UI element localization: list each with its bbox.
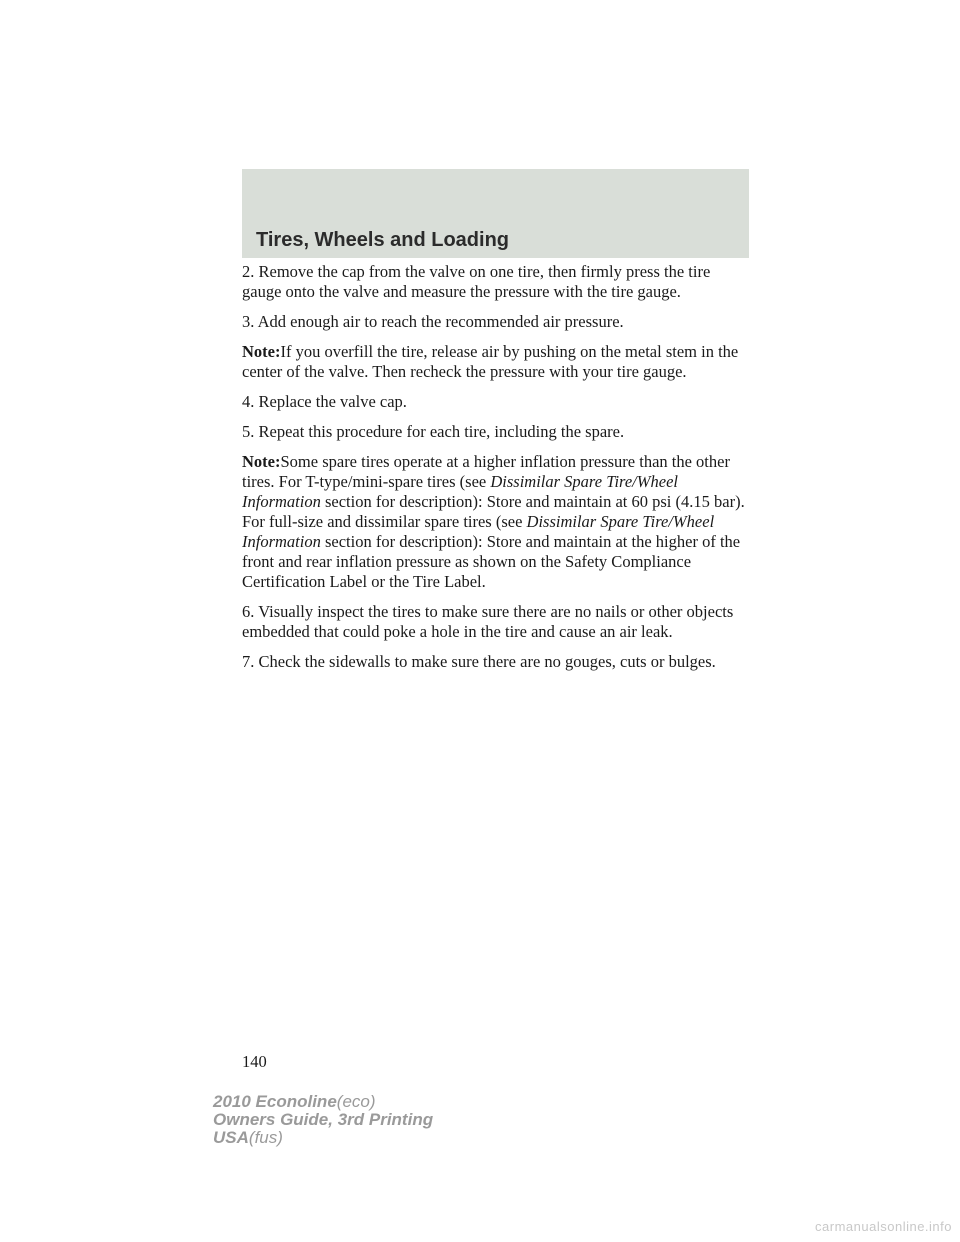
footer-region-code: (fus) (248, 1128, 283, 1147)
step-7-paragraph: 7. Check the sidewalls to make sure there are no gouges, cuts or bulges. (242, 652, 716, 671)
note-text-b: section for description): Store and maintain at 60 psi (4.15 bar). For full-size and dissimilar spare tires (see (242, 492, 745, 531)
section-header-band (242, 169, 749, 258)
step-5-paragraph: 5. Repeat this procedure for each tire, including the spare. (242, 422, 625, 441)
step-2-paragraph: 2. Remove the cap from the valve on one tire, then firmly press the tire gauge onto the valve and measure the pressure with the tire gauge. (242, 262, 711, 301)
document-footer (213, 1093, 433, 1147)
section-reference-1: Dissimilar Spare Tire/Wheel Information (242, 472, 678, 511)
footer-model: 2010 Econoline (213, 1092, 337, 1111)
step-3-paragraph: 3. Add enough air to reach the recommended air pressure. (242, 312, 624, 331)
body-text (242, 262, 752, 682)
step-6-paragraph: 6. Visually inspect the tires to make sure there are no nails or other objects embedded that could poke a hole in the tire and cause an air leak. (242, 602, 734, 641)
note-overfill-paragraph (242, 342, 752, 382)
footer-line-2: Owners Guide, 3rd Printing (213, 1110, 434, 1129)
note-spare-paragraph (242, 452, 752, 592)
footer-line-3 (213, 1129, 433, 1147)
footer-line-1 (213, 1093, 433, 1111)
note-text: If you overfill the tire, release air by pushing on the metal stem in the center of the valve. Then recheck the pressure with your tire gauge. (242, 342, 739, 381)
footer-model-code: (eco) (336, 1092, 376, 1111)
note-label: Note: (242, 342, 281, 361)
step-4-paragraph: 4. Replace the valve cap. (242, 392, 407, 411)
note-text-c: section for description): Store and maintain at the higher of the front and rear inflation pressure as shown on the Safety Compliance Certification Label or the Tire Label. (242, 532, 741, 591)
section-reference-2: Dissimilar Spare Tire/Wheel Information (242, 512, 715, 551)
footer-region: USA (213, 1128, 249, 1147)
note-text-a: Some spare tires operate at a higher inflation pressure than the other tires. For T-type/mini-spare tires (see (242, 452, 730, 491)
note-label: Note: (242, 452, 281, 471)
page-number: 140 (242, 1052, 267, 1071)
section-title: Tires, Wheels and Loading (256, 229, 510, 251)
watermark: carmanualsonline.info (815, 1219, 952, 1234)
